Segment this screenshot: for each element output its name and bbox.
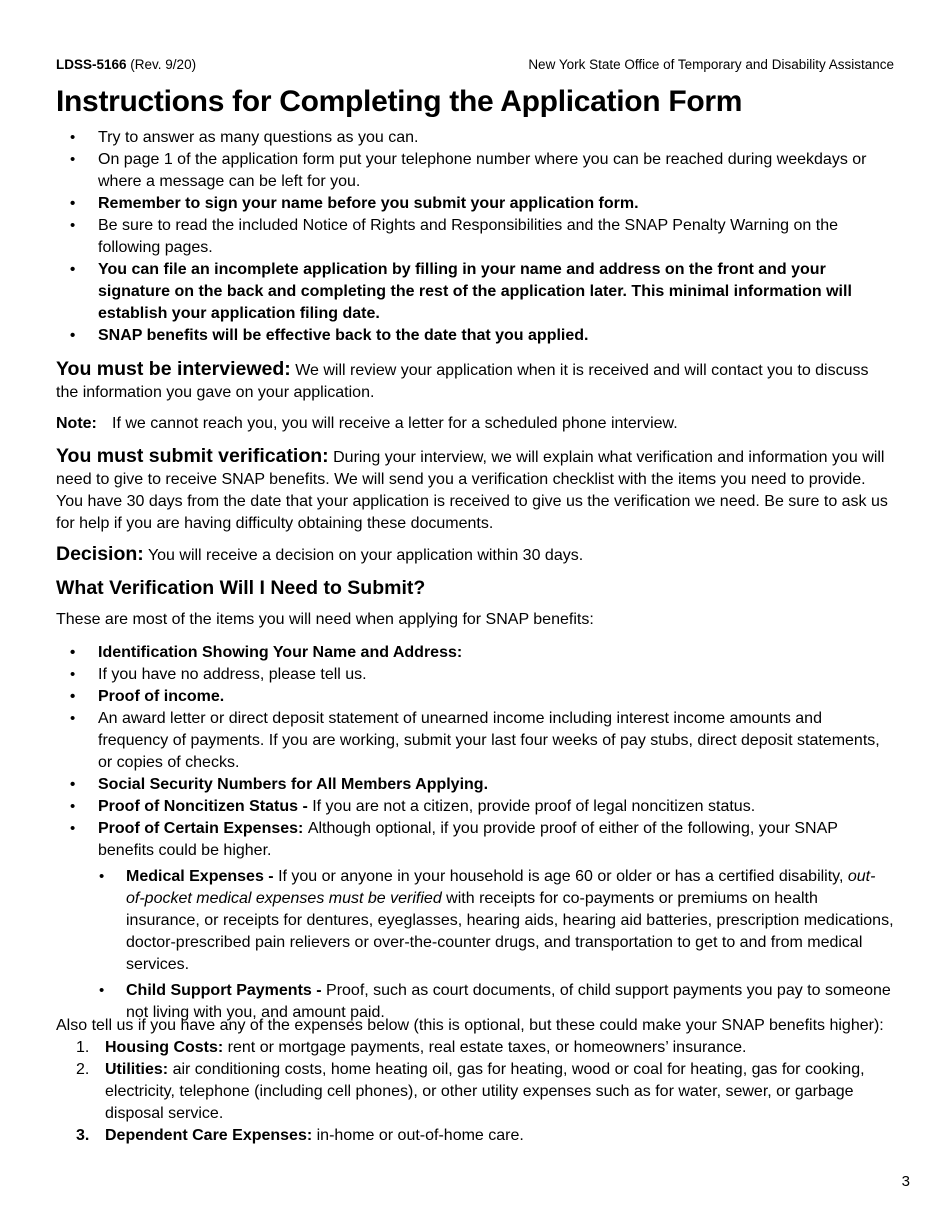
expenses-sub-list (56, 866, 894, 1024)
section-heading: What Verification Will I Need to Submit? (56, 577, 426, 599)
form-number: LDSS-5166 (56, 57, 127, 72)
note-label: Note: (56, 415, 97, 432)
expenses-section (56, 1037, 894, 1147)
verification-lead: You must submit verification: (56, 445, 329, 467)
expenses-text: Although optional, if you provide proof of either of the following, your SNAP benefits could be higher. (98, 820, 838, 859)
page-header (56, 56, 894, 74)
list-item (56, 1125, 894, 1147)
verification-paragraph (56, 445, 894, 535)
note-text: If we cannot reach you, you will receive a letter for a scheduled phone interview. (112, 415, 678, 432)
verification-items (56, 642, 894, 1024)
noncitizen-text: If you are not a citizen, provide proof of legal noncitizen status. (312, 798, 756, 815)
list-item: • Remember to sign your name before you submit your application form. (56, 193, 894, 215)
expenses-numbered-list (56, 1037, 894, 1147)
medical-text-pre: If you or anyone in your household is age 60 or older or has a certified disability, (278, 868, 848, 885)
child-support-text: Proof, such as court documents, of child support payments you pay to someone not living with you, and amount paid. (126, 982, 891, 1021)
expense-label: Dependent Care Expenses: (105, 1127, 317, 1144)
note-paragraph (56, 413, 894, 435)
interview-text: We will review your application when it is received and will contact you to discuss the information you gave on your application. (56, 362, 869, 401)
expense-text: air conditioning costs, home heating oil, gas for heating, wood or coal for heating, gas for cooking, electricity, telephone (including cell phones), or other utility expenses such as for water, sewer, or garbage disposal service. (105, 1061, 865, 1122)
intro-bullet-list (56, 127, 894, 347)
form-revision: (Rev. 9/20) (126, 57, 197, 72)
list-item: • Identification Showing Your Name and Address: (56, 642, 894, 664)
decision-paragraph (56, 543, 894, 567)
list-item (56, 818, 894, 862)
verification-text: During your interview, we will explain what verification and information you will need to give to receive SNAP benefits. We will send you a verification checklist with the items you need to provide. You have 30 days from the date that your application is received to give us the verification we need. Be sure to ask us for help if you are having difficulty obtaining these documents. (56, 449, 888, 532)
decision-text: You will receive a decision on your application within 30 days. (143, 547, 584, 564)
list-item: • SNAP benefits will be effective back to the date that you applied. (56, 325, 894, 347)
list-item (56, 1037, 894, 1059)
expenses-label: Proof of Certain Expenses: (98, 820, 308, 837)
list-item: • Proof of income. (56, 686, 894, 708)
list-number: 2. (76, 1061, 90, 1078)
list-item: • Be sure to read the included Notice of Rights and Responsibilities and the SNAP Penalty Warning on the following pages. (56, 215, 894, 259)
intro-section (56, 127, 894, 347)
expense-label: Utilities: (105, 1061, 173, 1078)
page-number: 3 (901, 1173, 910, 1190)
list-item: • An award letter or direct deposit statement of unearned income including interest income amounts and frequency of payments. If you are working, submit your last four weeks of pay stubs, direct deposit statements, or copies of checks. (56, 708, 894, 774)
list-number: 1. (76, 1039, 90, 1056)
expense-text: in-home or out-of-home care. (316, 1127, 524, 1144)
list-number: 3. (76, 1127, 90, 1144)
section-intro: These are most of the items you will need when applying for SNAP benefits: (56, 611, 594, 628)
list-item: • Social Security Numbers for All Members Applying. (56, 774, 894, 796)
medical-text-italic: out-of-pocket medical expenses must be verified (126, 868, 876, 907)
list-item (56, 866, 894, 976)
interview-paragraph (56, 358, 894, 404)
noncitizen-label: Proof of Noncitizen Status - (98, 798, 313, 815)
medical-text-post: with receipts for co-payments or premiums on health insurance, or receipts for dentures, eyeglasses, hearing aids, hearing aid batteries, prescription medications, doctor-prescribed pain relievers or over-the-counter drugs, and transportation to get to and from medical services. (126, 890, 894, 973)
list-item: • Try to answer as many questions as you can. (56, 127, 894, 149)
list-item: • On page 1 of the application form put your telephone number where you can be reached during weekdays or where a message can be left for you. (56, 149, 894, 193)
medical-label: Medical Expenses - (126, 868, 279, 885)
child-support-label: Child Support Payments - (126, 982, 327, 999)
list-item: • You can file an incomplete application by filling in your name and address on the front and your signature on the back and completing the rest of the application later. This minimal information will establish your application filing date. (56, 259, 894, 325)
expense-label: Housing Costs: (105, 1039, 228, 1056)
list-item (56, 1059, 894, 1125)
expense-text: rent or mortgage payments, real estate taxes, or homeowners’ insurance. (227, 1039, 747, 1056)
agency-name: New York State Office of Temporary and Disability Assistance (528, 57, 894, 72)
list-item: • If you have no address, please tell us. (56, 664, 894, 686)
list-item (56, 796, 894, 818)
decision-lead: Decision: (56, 543, 144, 565)
page-title: Instructions for Completing the Application Form (56, 85, 743, 118)
interview-lead: You must be interviewed: (56, 358, 291, 380)
also-tell-paragraph: Also tell us if you have any of the expenses below (this is optional, but these could make your SNAP benefits higher): (56, 1017, 884, 1034)
verification-bullet-list (56, 642, 894, 862)
